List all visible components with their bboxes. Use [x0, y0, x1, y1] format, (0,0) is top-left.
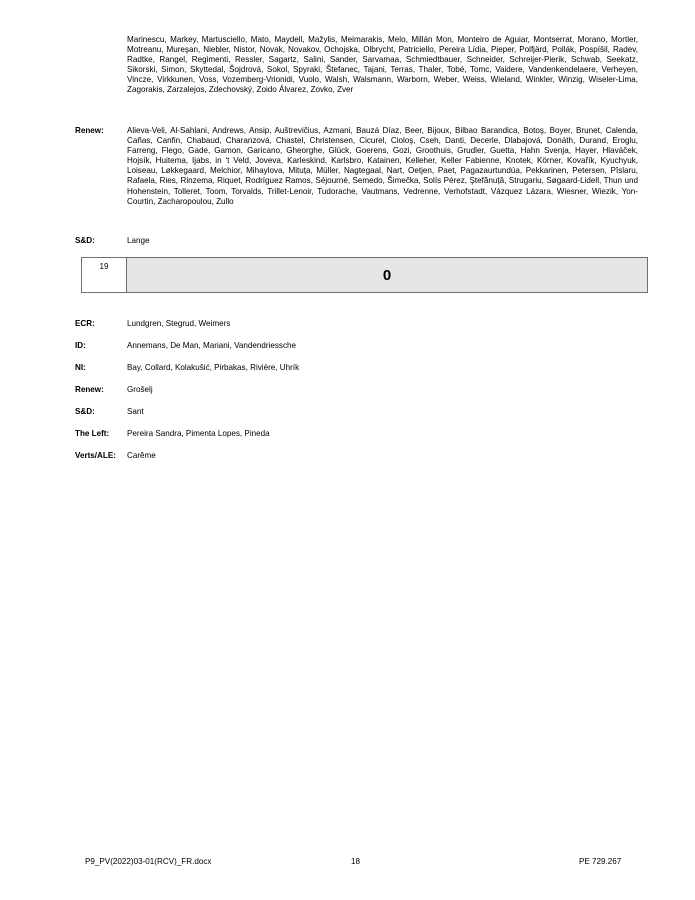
- group-label-text: ECR: [75, 319, 93, 328]
- group-label: [75, 407, 127, 417]
- group-the-left: [75, 429, 638, 439]
- label-colon: :: [101, 126, 104, 135]
- group-names: Lange: [127, 236, 150, 245]
- label-colon: :: [92, 407, 95, 416]
- group-label: [75, 429, 127, 439]
- group-label-text: ID: [75, 341, 84, 350]
- group-label: [75, 385, 127, 395]
- group-label: [75, 363, 127, 373]
- group-label-text: S&D: [75, 236, 93, 245]
- vote-result-box: [81, 257, 648, 293]
- label-colon: :: [113, 451, 116, 460]
- group-label-text: Renew: [75, 385, 102, 394]
- group-names: Bay, Collard, Kolakušić, Pirbakas, Rivière, Uhrík: [127, 363, 300, 372]
- group-verts-ale: [75, 451, 638, 461]
- group-sd: [75, 236, 638, 246]
- label-colon: :: [92, 319, 95, 328]
- label-colon: :: [83, 341, 86, 350]
- group-names: Pereira Sandra, Pimenta Lopes, Pineda: [127, 429, 270, 438]
- group-names: Sant: [127, 407, 144, 416]
- group-label-text: Renew: [75, 126, 102, 135]
- group-label: [75, 126, 127, 207]
- group-names: Carême: [127, 451, 156, 460]
- vote-count: 0: [127, 258, 647, 292]
- group-renew: [75, 126, 638, 207]
- label-colon: :: [101, 385, 104, 394]
- group-renew-2: [75, 385, 638, 395]
- group-label: [75, 236, 127, 246]
- group-label: [75, 341, 127, 351]
- group-id: [75, 341, 638, 351]
- label-colon: :: [106, 429, 110, 438]
- footer-page-number: 18: [351, 857, 361, 866]
- group-ecr: [75, 319, 638, 329]
- group-label-text: S&D: [75, 407, 93, 416]
- continuation-names: Marinescu, Markey, Martusciello, Mato, Maydell, Mažylis, Meimarakis, Melo, Millán Mon, Monteiro de Aguiar, Montserrat, Morano, Mortler, Motreanu, Mureşan, Niebler, Nistor, Novak, Novakov, Ochojska, Olbrycht, Patriciello, Pereira Lídia, Pieper, Polfjärd, Pollák, Pospíšil, Radev, Radtke, Rangel, Regimenti, Ressler, Sagartz, Salini, Sander, Sarvamaa, Schmiedtbauer, Schneider, Schreijer-Pierik, Schwab, Seekatz, Sikorski, Simon, Skyttedal, Šojdrová, Sokol, Spyraki, Štefanec, Tajani, Terras, Thaler, Tobé, Tomc, Vaidere, Vandenkendelaere, Verheyen, Vincze, Virkkunen, Voss, Vozemberg-Vrionidi, Vuolo, Walsh, Walsmann, Warborn, Weber, Weiss, Wieland, Winkler, Winzig, Wiseler-Lima, Zagorakis, Zarzalejos, Zdechovský, Zoido Álvarez, Zovko, Zver: [127, 35, 638, 95]
- footer-pe-ref: PE 729.267: [579, 857, 622, 866]
- label-colon: :: [92, 236, 95, 245]
- label-colon: :: [83, 363, 86, 372]
- group-label-text: NI: [75, 363, 84, 372]
- group-label-text: Verts/ALE: [75, 451, 114, 460]
- group-names: Alieva-Veli, Al-Sahlani, Andrews, Ansip, Auštrevičius, Azmani, Bauzá Díaz, Beer, Bijoux, Bilbao Barandica, Botoş, Boyer, Brunet, Calenda, Cañas, Canfin, Chabaud, Charanzová, Chastel, Christensen, Cicurel, Cioloş, Cseh, Danti, Decerle, Dlabajová, Donáth, Durand, Eroglu, Farreng, Flego, Gade, Gamon, Garicano, Gheorghe, Glück, Goerens, Gozi, Groothuis, Grudler, Guetta, Hahn Svenja, Hayer, Hlaváček, Hojsík, Huitema, Ijabs, in 't Veld, Joveva, Karleskind, Karlsbro, Katainen, Kelleher, Keller Fabienne, Knotek, Körner, Kovařík, Kyuchyuk, Loiseau, Løkkegaard, Melchior, Mihaylova, Mituța, Müller, Nagtegaal, Nart, Oetjen, Paet, Pagazaurtundúa, Pekkarinen, Petersen, Pîslaru, Rafaela, Ries, Rinzema, Riquet, Rodríguez Ramos, Séjourné, Semedo, Šimečka, Solís Pérez, Ştefănuță, Strugariu, Søgaard-Lidell, Thun und Hohenstein, Tolleret, Toom, Torvalds, Trillet-Lenoir, Tudorache, Vautmans, Vedrenne, Verhofstadt, Vázquez Lázara, Wiesner, Wiezik, Yon-Courtin, Zacharopoulou, Zullo: [127, 126, 638, 206]
- group-label: [75, 451, 127, 461]
- group-names: Grošelj: [127, 385, 153, 394]
- footer-doc-ref: P9_PV(2022)03-01(RCV)_FR.docx: [85, 857, 212, 866]
- vote-number: 19: [82, 258, 127, 292]
- group-ni: [75, 363, 638, 373]
- group-names: Annemans, De Man, Mariani, Vandendriessche: [127, 341, 297, 350]
- group-label-text: The Left: [75, 429, 107, 438]
- group-label: [75, 319, 127, 329]
- group-names: Lundgren, Stegrud, Weimers: [127, 319, 231, 328]
- group-sd-2: [75, 407, 638, 417]
